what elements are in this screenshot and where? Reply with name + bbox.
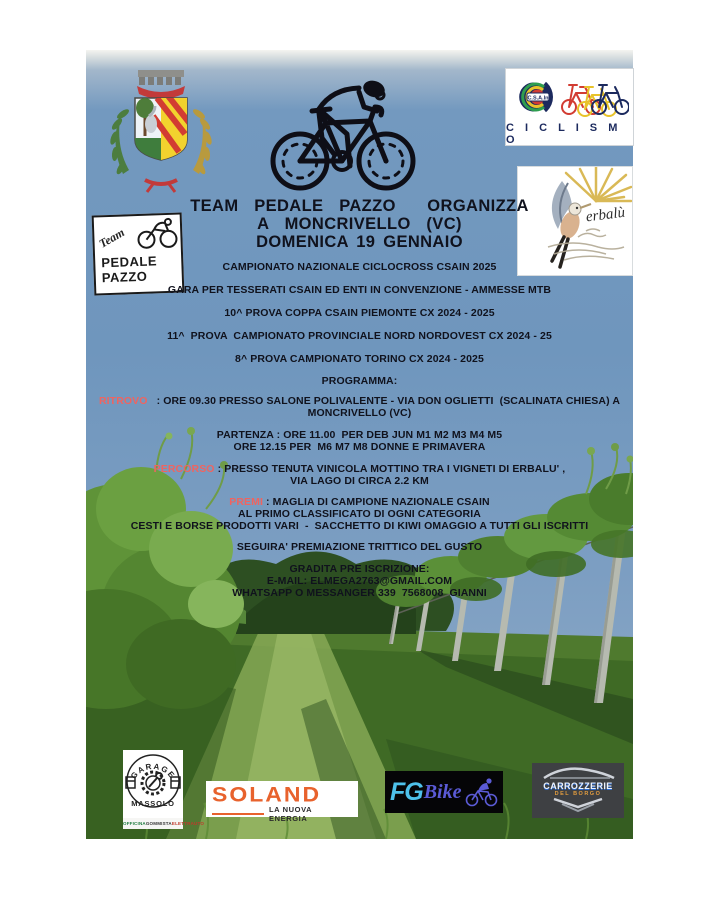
ciclismo-label: C I C L I S M O bbox=[506, 122, 622, 146]
ritrovo-line bbox=[86, 395, 633, 407]
carrozzerie-name: CARROZZERIE bbox=[543, 781, 613, 791]
ritrovo-line2: MONCRIVELLO (VC) bbox=[307, 407, 412, 419]
poster-title-line2: A MONCRIVELLO (VC) bbox=[257, 214, 462, 233]
race-line: CAMPIONATO NAZIONALE CICLOCROSS CSAIN 2025 bbox=[222, 261, 497, 273]
garage-services-strip bbox=[123, 818, 205, 829]
poster-title-line3: DOMENICA 19 GENNAIO bbox=[256, 232, 463, 251]
garage-massolo-logo bbox=[123, 750, 183, 818]
partenza-line2: ORE 12.15 PER M6 M7 M8 DONNE E PRIMAVERA bbox=[233, 441, 486, 453]
cyclist-illustration-icon bbox=[262, 64, 422, 196]
premi-line bbox=[86, 496, 633, 508]
race-line: 11^ PROVA CAMPIONATO PROVINCIALE NORD NORDOVEST CX 2024 - 25 bbox=[167, 330, 552, 342]
carrozzerie-chevron-icon bbox=[548, 797, 608, 813]
soland-tagline: LA NUOVA ENERGIA bbox=[269, 805, 312, 823]
pp-pazzo-text: PAZZO bbox=[101, 268, 148, 286]
poster-title-line1: TEAM PEDALE PAZZO ORGANIZZA bbox=[190, 196, 529, 215]
carrozzerie-subname: DEL BORGO bbox=[554, 791, 602, 797]
fg-text: FG bbox=[390, 777, 423, 806]
iscrizione-line2: E-MAIL: ELMEGA2763@GMAIL.COM bbox=[266, 575, 453, 587]
fg-cyclist-icon bbox=[464, 777, 498, 807]
csain-badge-text: C.S.A.In bbox=[526, 95, 549, 102]
garage-arc-text: GARAGE bbox=[128, 761, 178, 781]
programma-heading: PROGRAMMA: bbox=[321, 375, 398, 387]
garage-service-3: ELETTRAUTO bbox=[171, 821, 205, 826]
csain-ciclismo-logo bbox=[505, 68, 634, 146]
csain-bikes-icon bbox=[559, 75, 629, 119]
iscrizione-line3: WHATSAPP O MESSANGER 339 7568008 GIANNI bbox=[232, 587, 487, 599]
garage-bottom-text: MASSOLO bbox=[131, 799, 175, 808]
pp-pedale-text: PEDALE bbox=[101, 253, 158, 271]
ritrovo-text: : ORE 09.30 PRESSO SALONE POLIVALENTE - VIA DON OGLIETTI (SCALINATA CHIESA) A bbox=[147, 395, 621, 407]
premi-label: PREMI bbox=[229, 496, 264, 508]
carrozzerie-car-icon bbox=[536, 763, 620, 781]
seguira-line: SEGUIRA' PREMIAZIONE TRITTICO DEL GUSTO bbox=[236, 541, 483, 553]
pp-team-text: Team bbox=[96, 225, 127, 251]
erbalu-name-text: erbalù bbox=[585, 204, 626, 226]
garage-service-1: OFFICINA bbox=[123, 821, 146, 826]
soland-logo bbox=[206, 781, 358, 823]
percorso-label: PERCORSO bbox=[153, 463, 215, 475]
race-line: GARA PER TESSERATI CSAIN ED ENTI IN CONVENZIONE - AMMESSE MTB bbox=[167, 284, 552, 296]
premi-line3: CESTI E BORSE PRODOTTI VARI - SACCHETTO DI KIWI OMAGGIO A TUTTI GLI ISCRITTI bbox=[130, 520, 589, 532]
percorso-text: : PRESSO TENUTA VINICOLA MOTTINO TRA I VIGNETI DI ERBALU' , bbox=[214, 463, 566, 475]
iscrizione-line1: GRADITA PRE ISCRIZIONE: bbox=[289, 563, 430, 575]
garage-service-2: GOMMISTA bbox=[145, 821, 172, 826]
csain-badge-icon bbox=[511, 73, 559, 121]
percorso-line2: VIA LAGO DI CIRCA 2.2 KM bbox=[290, 475, 429, 487]
ritrovo-label: RITROVO bbox=[98, 395, 148, 407]
soland-name: SOLAND bbox=[212, 782, 322, 806]
carrozzerie-del-borgo-logo bbox=[532, 763, 624, 818]
moncrivello-coat-of-arms-icon bbox=[105, 64, 217, 198]
race-line: 10^ PROVA COPPA CSAIN PIEMONTE CX 2024 - 2025 bbox=[224, 307, 495, 319]
premi-line2: AL PRIMO CLASSIFICATO DI OGNI CATEGORIA bbox=[238, 508, 481, 520]
percorso-line bbox=[86, 463, 633, 475]
fg-bike-text: Bike bbox=[423, 780, 462, 803]
premi-text: : MAGLIA DI CAMPIONE NAZIONALE CSAIN bbox=[263, 496, 490, 508]
fg-bike-logo bbox=[385, 771, 503, 813]
soland-underline bbox=[212, 813, 264, 815]
race-line: 8^ PROVA CAMPIONATO TORINO CX 2024 - 2025 bbox=[235, 353, 484, 365]
partenza-line1: PARTENZA : ORE 11.00 PER DEB JUN M1 M2 M3 M4 M5 bbox=[216, 429, 503, 441]
